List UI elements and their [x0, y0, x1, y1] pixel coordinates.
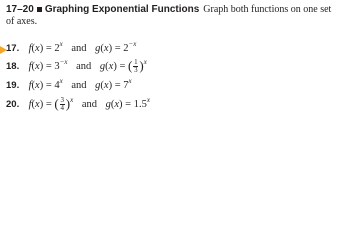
g-expression: g — [105, 99, 111, 110]
f-denominator: 4 — [60, 103, 64, 112]
g-exponent: x — [128, 77, 132, 85]
problem-number: 17. — [6, 43, 20, 54]
f-exponent: −x — [59, 58, 68, 66]
f-base: 3 — [54, 61, 60, 72]
problem-17: 17. $f(x) = 2^x$ and $g(x) = 2^{-x}$ — [6, 36, 136, 52]
g-base: 1.5 — [133, 99, 147, 110]
problem-number: 20. — [6, 99, 20, 110]
f-expression: f — [28, 43, 32, 54]
section-header — [6, 4, 336, 28]
instruction-text: Graph both functions on one set of axes. — [6, 4, 332, 27]
f-base: 2 — [54, 43, 60, 54]
g-base: 2 — [123, 43, 129, 54]
f-exponent: x — [59, 40, 63, 48]
f-expression: f — [28, 61, 32, 72]
section-title: Graphing Exponential Functions — [44, 4, 200, 15]
bullet-icon — [37, 7, 42, 12]
f-exponent: x — [70, 96, 74, 104]
g-expression: g — [99, 61, 106, 72]
and-label: and — [76, 61, 92, 72]
and-label: and — [71, 80, 87, 91]
g-exponent: −x — [128, 40, 137, 48]
g-numerator: 1 — [134, 58, 138, 67]
g-expression: g — [95, 43, 101, 54]
f-expression: f — [28, 99, 32, 110]
problem-number: 19. — [6, 80, 20, 91]
f-base: 4 — [54, 80, 60, 91]
and-label: and — [71, 43, 87, 54]
and-label: and — [81, 99, 97, 110]
problem-number: 18. — [6, 61, 20, 72]
g-expression: g — [95, 80, 101, 91]
problem-18: 18. $f(x) = 3^{-x}$ and g(x) = ( $\frac{1}{3}$ )$^x$ — [6, 58, 147, 74]
problem-19: 19. $f(x) = 4^x$ and $g(x) = 7^x$ — [6, 73, 132, 89]
g-exponent: x — [146, 96, 150, 104]
f-fraction — [60, 97, 65, 112]
f-expression: f — [28, 80, 32, 91]
g-denominator: 3 — [134, 65, 138, 74]
problem-20: 20. f(x) = ( $\frac{3}{4}$ )$^x$ and $g(x) = 1.5^x$ — [6, 96, 150, 112]
g-base: 7 — [123, 80, 129, 91]
f-exponent: x — [59, 77, 63, 85]
problem-range: 17–20 — [6, 4, 34, 15]
g-exponent: x — [143, 58, 147, 66]
g-fraction — [133, 59, 138, 74]
f-numerator: 3 — [60, 96, 64, 105]
